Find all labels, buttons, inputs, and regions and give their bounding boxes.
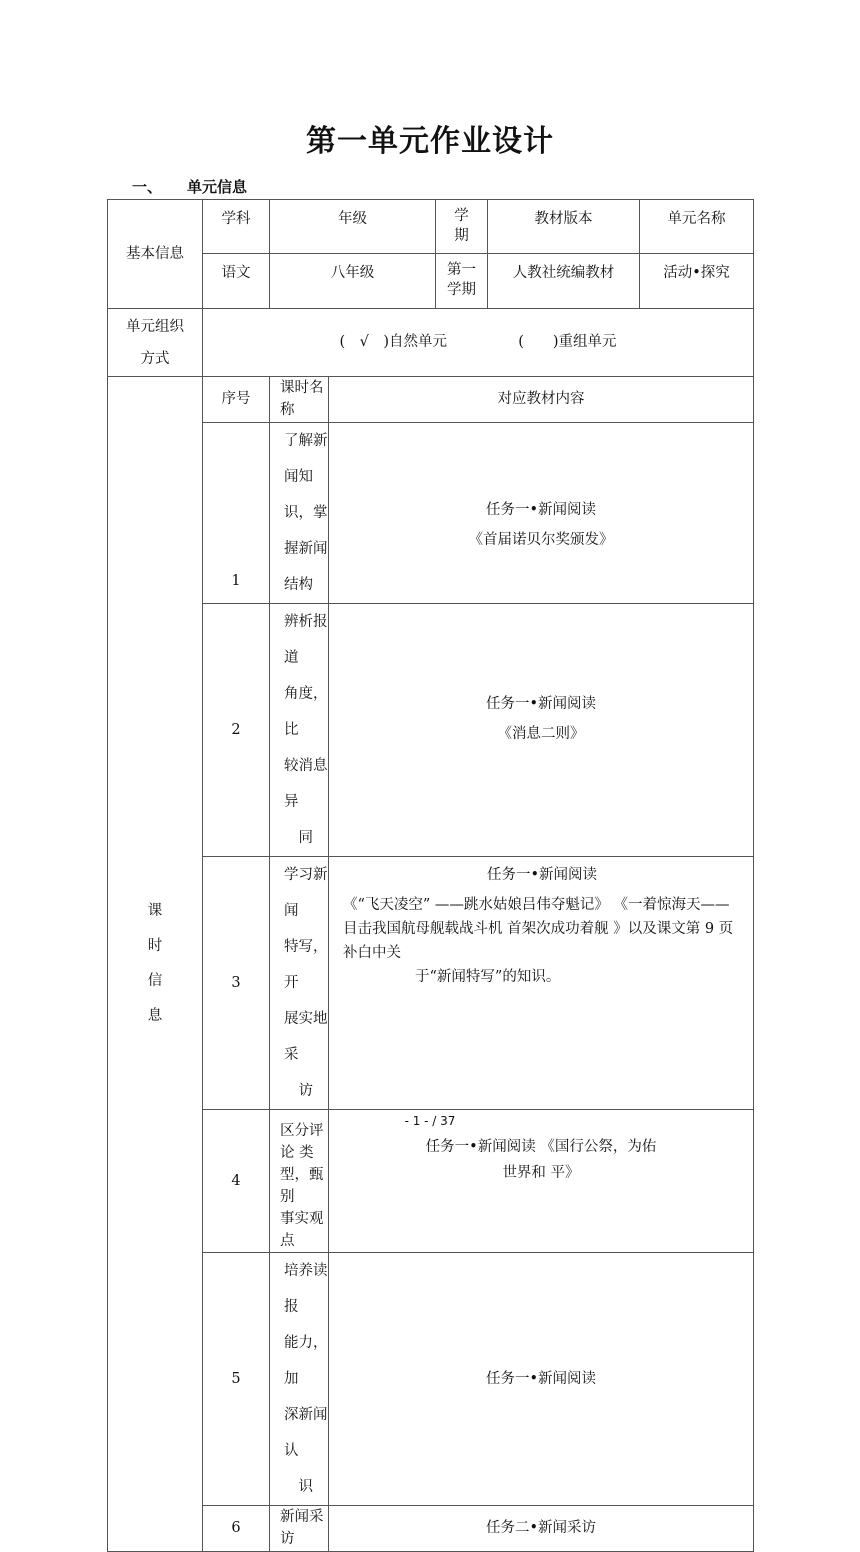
lesson-index: 6 bbox=[203, 1505, 270, 1551]
header-index: 序号 bbox=[203, 377, 270, 423]
lesson-name: 了解新闻知识，掌 握新闻结构 bbox=[270, 422, 329, 603]
lessons-label: 课 时 信 息 bbox=[108, 377, 203, 1552]
lesson-index: 5 bbox=[203, 1252, 270, 1505]
organization-label: 单元组织 方式 bbox=[108, 309, 203, 377]
lesson-name: 学习新闻 特写，开 展实地采 访 bbox=[270, 856, 329, 1109]
lesson-content: 任务一•新闻阅读 bbox=[329, 1252, 754, 1505]
table-row bbox=[108, 1109, 754, 1252]
value-semester: 第一 学期 bbox=[436, 254, 488, 309]
lesson-content-head: 任务一•新闻阅读 bbox=[486, 866, 598, 883]
table-row bbox=[108, 422, 754, 603]
value-subject: 语文 bbox=[203, 254, 270, 309]
header-subject: 学科 bbox=[203, 200, 270, 254]
lesson-index: 2 bbox=[203, 603, 270, 856]
header-grade: 年级 bbox=[270, 200, 436, 254]
value-edition: 人教社统编教材 bbox=[488, 254, 640, 309]
header-lesson-name: 课时名称 bbox=[270, 377, 329, 423]
organization-options bbox=[203, 309, 754, 377]
lesson-content-tail: 于“新闻特写”的知识。 bbox=[415, 968, 561, 985]
header-unit-name: 单元名称 bbox=[640, 200, 754, 254]
lesson-name: 新闻采访 bbox=[270, 1505, 329, 1551]
unit-info-table bbox=[107, 199, 754, 1552]
section-label: 单元信息 bbox=[187, 178, 248, 196]
option-natural-unit: ( √ )自然单元 bbox=[339, 334, 447, 351]
header-textbook-content: 对应教材内容 bbox=[329, 377, 754, 423]
lesson-content bbox=[329, 856, 754, 1109]
lesson-index: 4 bbox=[203, 1109, 270, 1252]
header-edition: 教材版本 bbox=[488, 200, 640, 254]
lesson-content: 任务一•新闻阅读 《国行公祭，为佑 世界和 平》 bbox=[329, 1109, 754, 1252]
lesson-content-body: 《“飞天凌空” ——跳水姑娘吕伟夺魁记》 《一着惊海天—— 目击我国航母舰载战斗机 首架次成功着舰 》以及课文第 9 页补白中关 bbox=[343, 896, 734, 961]
lesson-name: 区分评论 类型，甄别 事实观点 bbox=[270, 1109, 329, 1252]
lesson-name: 辨析报道 角度，比 较消息异 同 bbox=[270, 603, 329, 856]
header-semester: 学 期 bbox=[436, 200, 488, 254]
lesson-name: 培养读报 能力，加 深新闻认 识 bbox=[270, 1252, 329, 1505]
table-row bbox=[108, 1505, 754, 1551]
basic-info-label: 基本信息 bbox=[108, 200, 203, 309]
lesson-content: 任务二•新闻采访 bbox=[329, 1505, 754, 1551]
page-title: 第一单元作业设计 bbox=[306, 124, 554, 159]
page-number: - 1 - / 37 bbox=[404, 1114, 456, 1128]
section-heading bbox=[132, 176, 247, 197]
lesson-index: 1 bbox=[203, 422, 270, 603]
section-number: 一、 bbox=[132, 178, 163, 196]
value-unit-name: 活动•探究 bbox=[640, 254, 754, 309]
table-row bbox=[108, 603, 754, 856]
option-regrouped-unit: ( )重组单元 bbox=[518, 334, 617, 351]
lesson-content: 任务一•新闻阅读 《首届诺贝尔奖颁发》 bbox=[329, 422, 754, 603]
lesson-index: 3 bbox=[203, 856, 270, 1109]
table-row bbox=[108, 1252, 754, 1505]
value-grade: 八年级 bbox=[270, 254, 436, 309]
table-row bbox=[108, 856, 754, 1109]
lesson-content: 任务一•新闻阅读 《消息二则》 bbox=[329, 603, 754, 856]
